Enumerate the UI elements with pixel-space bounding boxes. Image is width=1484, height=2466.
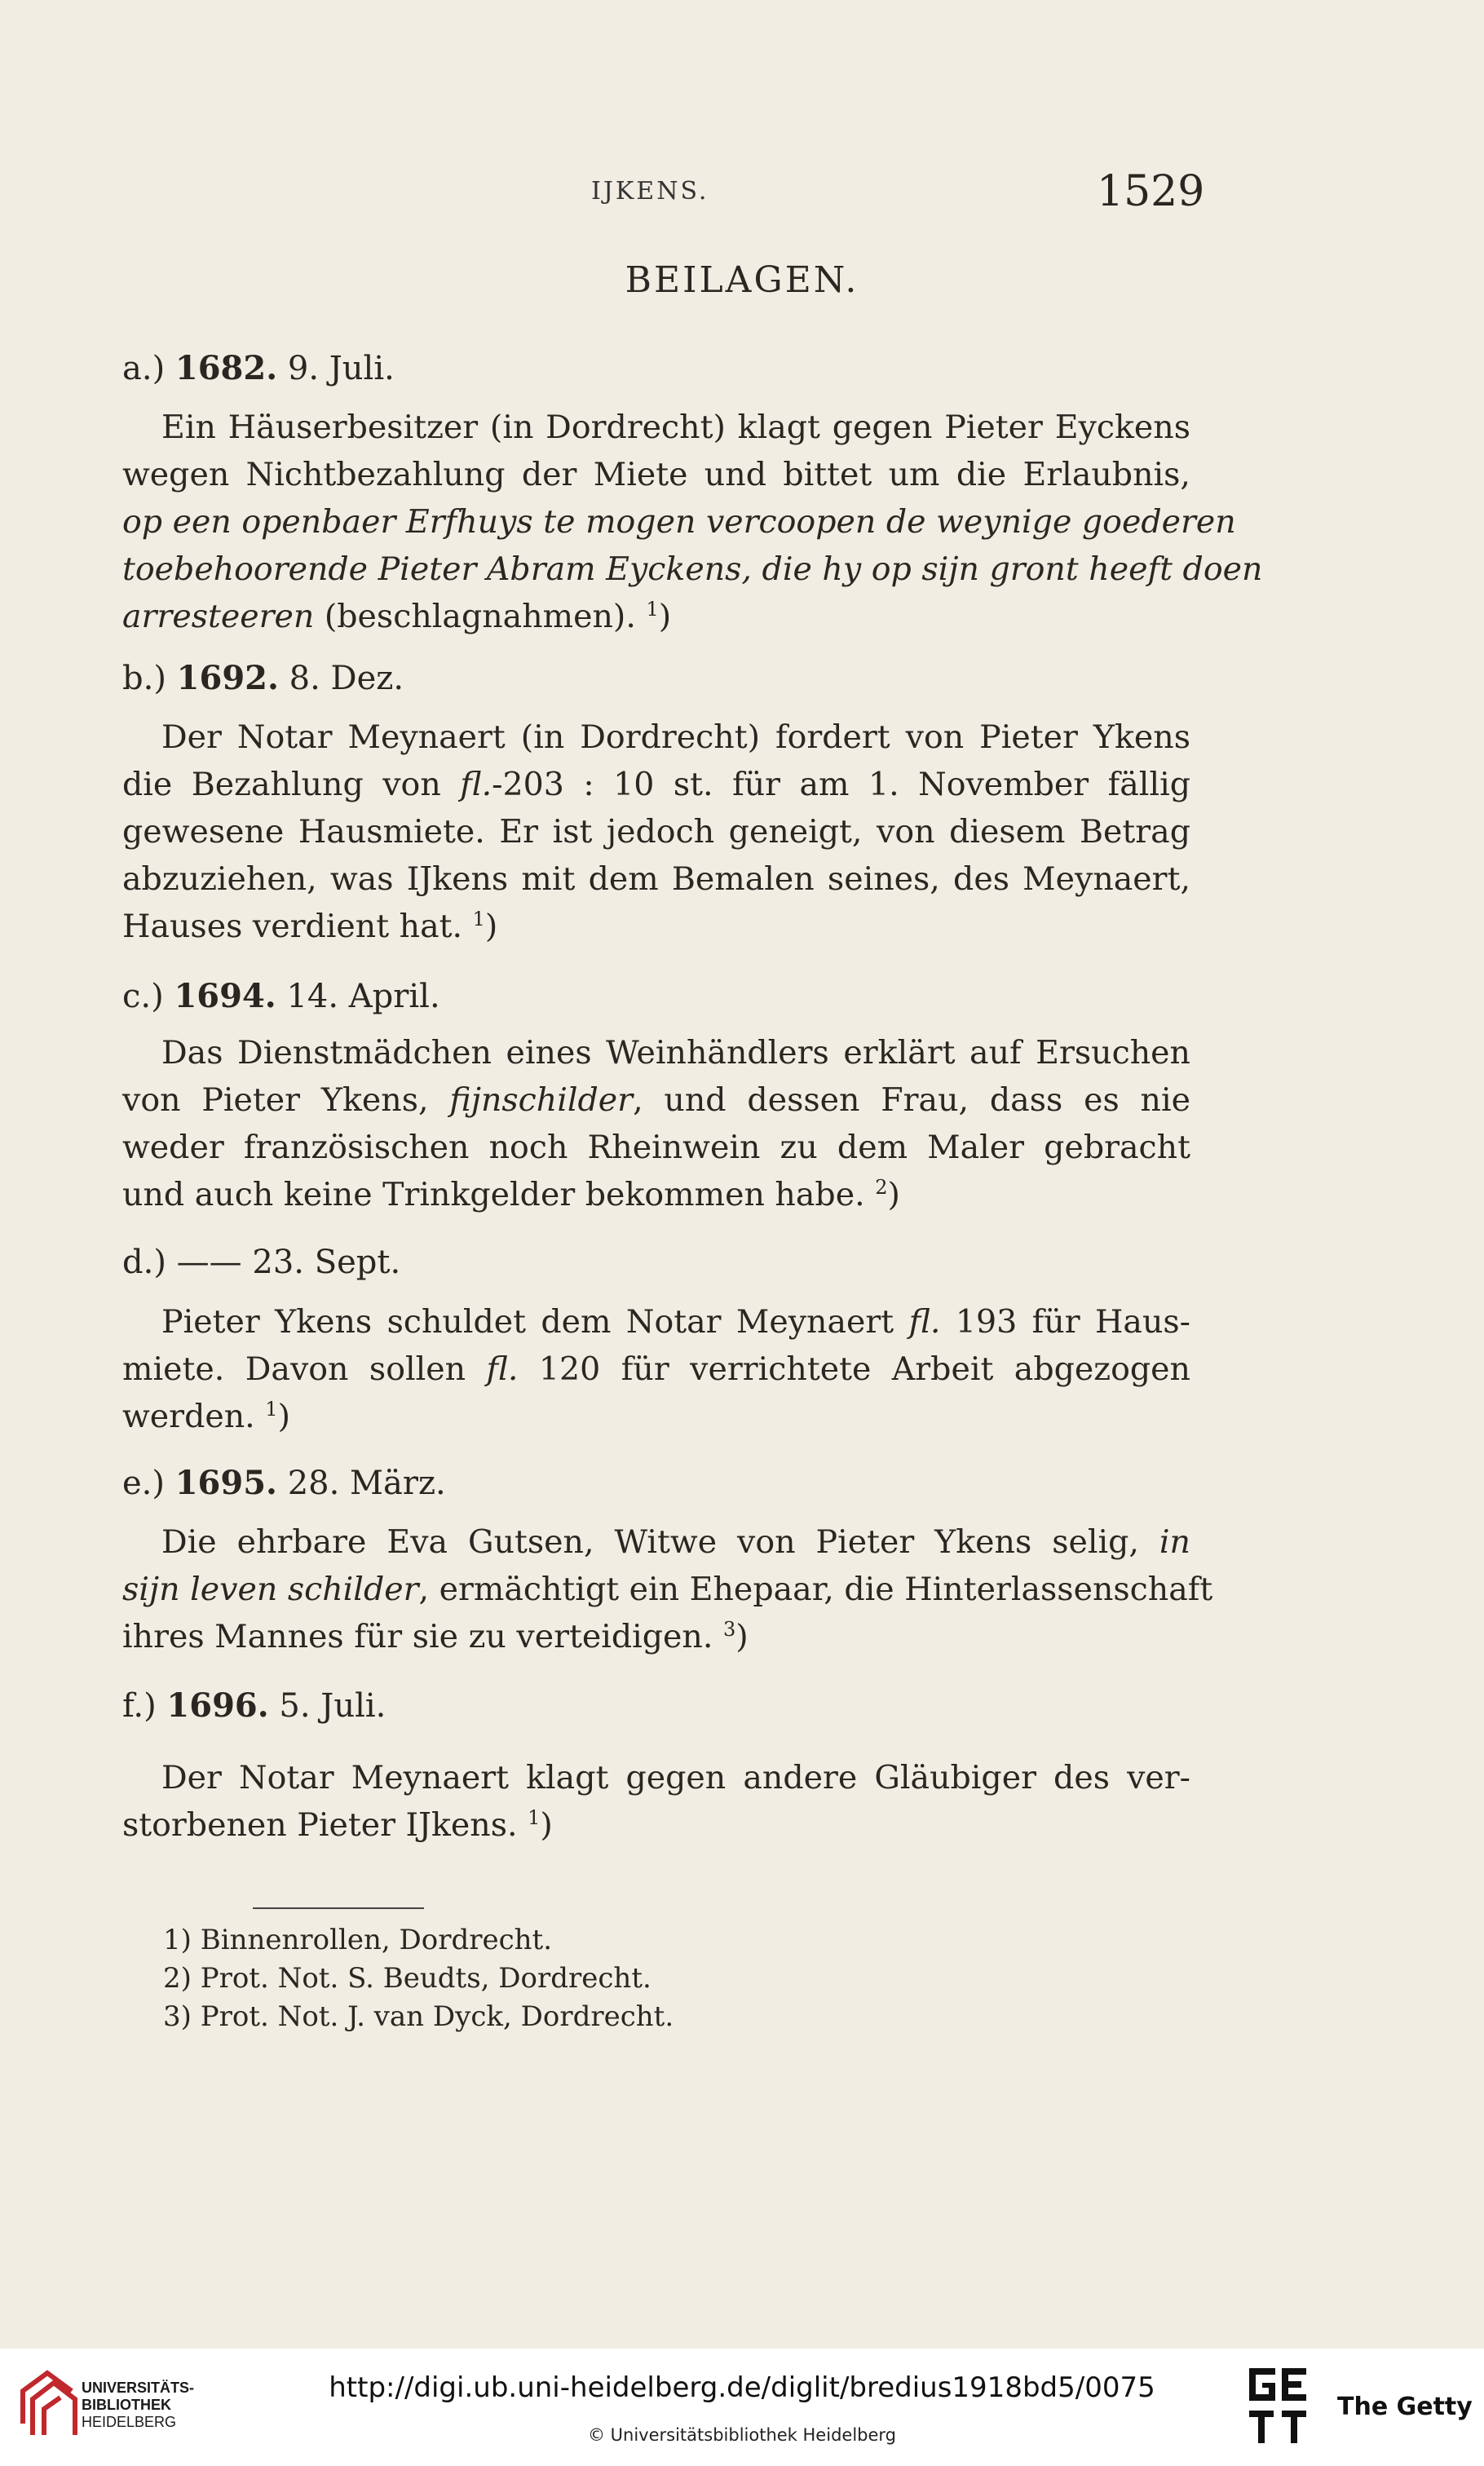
dutch-phrase: in — [1159, 1523, 1190, 1561]
running-head — [0, 167, 1484, 216]
text-line: wegen Nichtbezahlung der Miete und bittet um die Erlaubnis, — [122, 456, 1190, 493]
entry-label: d.) — [122, 1244, 166, 1281]
dutch-quote: arresteeren — [122, 598, 315, 635]
text-line: von Pieter Ykens, fijnschilder, und dessen Frau, dass es nie — [122, 1081, 1190, 1119]
text-line — [122, 498, 1236, 546]
entry-year: 1695. — [174, 1464, 277, 1502]
entry-text-e — [122, 1518, 1213, 1660]
text-line: Das Dienstmädchen eines Weinhändlers erklärt auf Ersuchen — [161, 1034, 1190, 1072]
entry-label: c.) — [122, 978, 164, 1015]
footnote-ref: 3 — [722, 1617, 736, 1641]
text-line: werden. $^1$) — [122, 1397, 290, 1435]
text-line: arresteeren (beschlagnahmen). $^1$) — [122, 597, 672, 635]
text-line: sijn leven schilder, ermächtigt ein Ehepaar, die Hinterlassenschaft — [122, 1571, 1213, 1608]
entry-label: f.) — [122, 1687, 157, 1725]
entry-text-a — [122, 404, 1263, 640]
entry-text-b — [122, 714, 1190, 950]
dutch-quote: toebehoorende Pieter Abram Eyckens, die hy op sijn gront heeft doen — [122, 550, 1263, 588]
page-number: 1529 — [1097, 167, 1205, 216]
running-title: IJKENS. — [591, 177, 709, 206]
currency-abbr: fl. — [486, 1350, 519, 1388]
footnote-ref: 2 — [875, 1175, 888, 1199]
footnote-ref: 1 — [528, 1805, 541, 1829]
entry-heading-e — [122, 1464, 446, 1502]
footnote: 1) Binnenrollen, Dordrecht. — [163, 1924, 553, 1956]
text-line: ihres Mannes für sie zu verteidigen. $^3$) — [122, 1617, 749, 1655]
footnotes — [163, 1921, 674, 2036]
entry-label: b.) — [122, 660, 166, 697]
entry-date: 9. Juli. — [287, 350, 395, 387]
section-title: BEILAGEN. — [625, 259, 859, 301]
text-line: weder französischen noch Rheinwein zu dem Maler gebracht — [122, 1129, 1190, 1166]
text-line: Der Notar Meynaert (in Dordrecht) fordert von Pieter Ykens — [161, 718, 1190, 756]
getty-logo-icon — [1246, 2365, 1311, 2450]
text-line — [122, 546, 1263, 593]
dutch-term: fijnschilder — [449, 1081, 634, 1119]
text-line: Die ehrbare Eva Gutsen, Witwe von Pieter Ykens selig, in — [161, 1523, 1190, 1561]
text-line: Der Notar Meynaert klagt gegen andere Gläubiger des ver- — [161, 1759, 1190, 1796]
entry-date: 14. April. — [286, 978, 440, 1015]
footnote-ref: 1 — [265, 1397, 278, 1421]
text-line: Pieter Ykens schuldet dem Notar Meynaert fl. 193 für Haus- — [161, 1303, 1191, 1341]
footnote: 2) Prot. Not. S. Beudts, Dordrecht. — [163, 1962, 651, 1995]
entry-date: 23. Sept. — [252, 1244, 401, 1281]
footnote-ref: 1 — [646, 597, 659, 621]
entry-heading-d — [122, 1244, 400, 1281]
text-line: Ein Häuserbesitzer (in Dordrecht) klagt gegen Pieter Eyckens — [161, 409, 1190, 446]
footer-bar — [0, 2349, 1484, 2466]
text-line: und auch keine Trinkgelder bekommen habe. $^2$) — [122, 1175, 900, 1213]
text-line: abzuziehen, was IJkens mit dem Bemalen seines, des Meynaert, — [122, 860, 1190, 898]
footnote-divider — [253, 1907, 424, 1909]
entry-heading-a — [122, 349, 395, 387]
entry-year: 1696. — [166, 1686, 269, 1725]
entry-dash: —— — [176, 1244, 242, 1281]
entry-year: 1694. — [174, 977, 276, 1015]
text-line: Hauses verdient hat. $^1$) — [122, 907, 498, 945]
entry-date: 5. Juli. — [279, 1687, 386, 1725]
dutch-phrase: sijn leven schilder — [122, 1571, 419, 1608]
entry-label: a.) — [122, 350, 166, 387]
entry-year: 1692. — [176, 659, 279, 697]
entry-date: 8. Dez. — [289, 660, 404, 697]
entry-year: 1682. — [174, 349, 278, 387]
entry-text-d — [122, 1298, 1190, 1440]
text-line: die Bezahlung von fl.-203 : 10 st. für am 1. November fällig — [122, 766, 1190, 803]
copyright-notice: © Universitätsbibliothek Heidelberg — [587, 2425, 896, 2445]
university-library-name: UNIVERSITÄTS- BIBLIOTHEK HEIDELBERG — [82, 2380, 195, 2430]
entry-text-f — [122, 1754, 1190, 1849]
entry-text-c — [122, 1029, 1190, 1218]
getty-name: The Getty — [1337, 2393, 1473, 2421]
footnote: 3) Prot. Not. J. van Dyck, Dordrecht. — [163, 2000, 674, 2033]
entry-label: e.) — [122, 1465, 165, 1502]
currency-abbr: fl. — [460, 766, 492, 803]
text-line: storbenen Pieter IJkens. $^1$) — [122, 1805, 553, 1844]
entry-heading-c — [122, 977, 440, 1015]
text-line: gewesene Hausmiete. Er ist jedoch geneigt, von diesem Betrag — [122, 813, 1190, 851]
entry-heading-f — [122, 1686, 386, 1725]
entry-heading-b — [122, 659, 404, 697]
text-line: miete. Davon sollen fl. 120 für verrichtete Arbeit abgezogen — [122, 1350, 1190, 1388]
source-url-link[interactable]: http://digi.ub.uni-heidelberg.de/diglit/bredius1918bd5/0075 — [329, 2371, 1155, 2404]
footnote-ref: 1 — [472, 907, 485, 930]
currency-abbr: fl. — [908, 1303, 941, 1341]
dutch-quote: op een openbaer Erfhuys te mogen vercoopen de weynige goederen — [122, 503, 1236, 541]
entry-date: 28. März. — [287, 1465, 446, 1502]
